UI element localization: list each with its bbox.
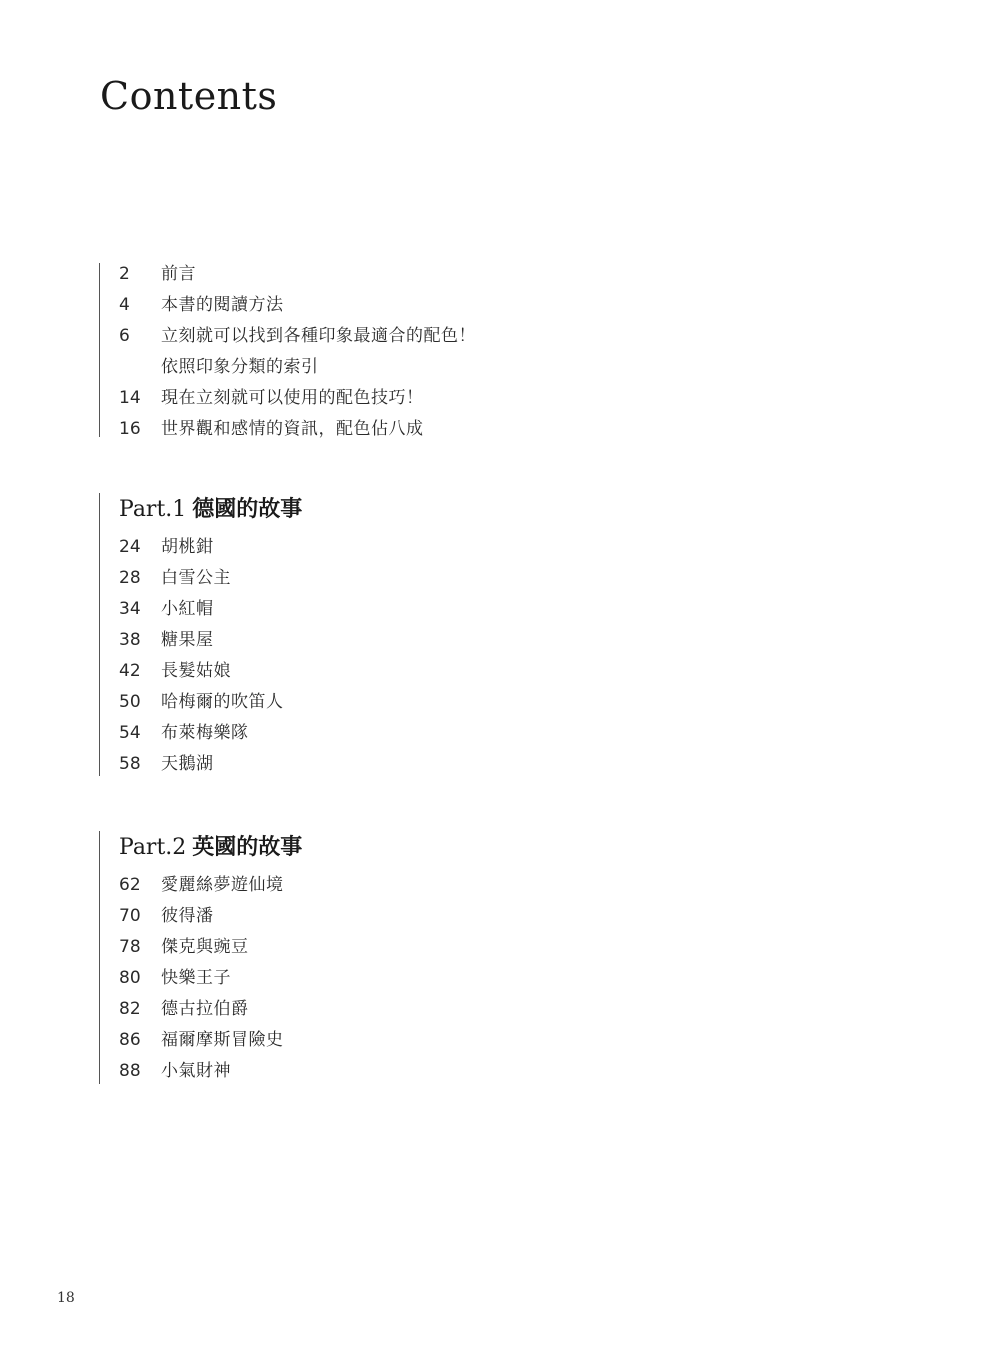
intro-entry-list (100, 263, 700, 449)
toc-entry-title: 長髮姑娘 (161, 661, 231, 681)
toc-page-number: 4 (119, 295, 130, 315)
part1-label: Part.1 (119, 497, 187, 522)
part1-entry-list (100, 536, 700, 784)
toc-entry-title: 彼得潘 (161, 906, 214, 926)
toc-entry[interactable] (100, 629, 700, 660)
part2-heading (100, 831, 700, 861)
toc-page-number: 38 (119, 630, 141, 650)
toc-page-number: 50 (119, 692, 141, 712)
toc-entry-title: 小氣財神 (161, 1061, 231, 1081)
page-title: Contents (100, 74, 278, 118)
toc-entry-title: 前言 (161, 264, 196, 284)
toc-page-number: 58 (119, 754, 141, 774)
toc-page-number: 78 (119, 937, 141, 957)
toc-page-number: 86 (119, 1030, 141, 1050)
toc-entry-title: 白雪公主 (161, 568, 231, 588)
part1-heading-title: 德國的故事 (192, 497, 303, 522)
toc-entry-title: 愛麗絲夢遊仙境 (161, 875, 284, 895)
toc-entry[interactable] (100, 567, 700, 598)
toc-entry[interactable] (100, 998, 700, 1029)
page-number: 18 (57, 1290, 75, 1306)
toc-entry-title: 福爾摩斯冒險史 (161, 1030, 284, 1050)
toc-entry-title: 快樂王子 (161, 968, 231, 988)
toc-entry[interactable] (100, 967, 700, 998)
toc-page-number: 16 (119, 419, 141, 439)
toc-entry-title: 哈梅爾的吹笛人 (161, 692, 284, 712)
toc-page-number: 2 (119, 264, 130, 284)
toc-entry-title-block (161, 321, 700, 383)
toc-page-number: 54 (119, 723, 141, 743)
toc-entry[interactable] (100, 660, 700, 691)
toc-entry[interactable] (100, 598, 700, 629)
toc-entry-title: 小紅帽 (161, 599, 214, 619)
toc-entry[interactable] (100, 325, 700, 387)
toc-entry-title: 糖果屋 (161, 630, 214, 650)
toc-page-number: 6 (119, 326, 130, 346)
part1-heading (100, 493, 700, 523)
toc-entry[interactable] (100, 1060, 700, 1091)
toc-entry[interactable] (100, 263, 700, 294)
toc-entry-title: 傑克與豌豆 (161, 937, 249, 957)
part2-heading-title: 英國的故事 (192, 835, 303, 860)
toc-page-number: 14 (119, 388, 141, 408)
toc-entry-title: 本書的閱讀方法 (161, 295, 284, 315)
toc-page-number: 28 (119, 568, 141, 588)
toc-page-number: 62 (119, 875, 141, 895)
toc-entry[interactable] (100, 722, 700, 753)
part1-section (99, 493, 700, 776)
toc-entry[interactable] (100, 905, 700, 936)
toc-page-number: 34 (119, 599, 141, 619)
part2-label: Part.2 (119, 835, 187, 860)
toc-entry[interactable] (100, 691, 700, 722)
toc-entry-title: 立刻就可以找到各種印象最適合的配色！ (161, 326, 476, 346)
toc-entry[interactable] (100, 418, 700, 449)
toc-entry[interactable] (100, 387, 700, 418)
part2-section (99, 831, 700, 1084)
part2-entry-list (100, 874, 700, 1091)
toc-entry-subtitle: 依照印象分類的索引 (161, 357, 319, 377)
toc-entry[interactable] (100, 1029, 700, 1060)
toc-page-number: 88 (119, 1061, 141, 1081)
intro-section (99, 263, 700, 437)
toc-entry-title: 胡桃鉗 (161, 537, 214, 557)
toc-entry-title: 德古拉伯爵 (161, 999, 249, 1019)
toc-entry[interactable] (100, 874, 700, 905)
toc-entry-title: 布萊梅樂隊 (161, 723, 249, 743)
toc-entry[interactable] (100, 536, 700, 567)
toc-page-number: 70 (119, 906, 141, 926)
toc-page-number: 80 (119, 968, 141, 988)
toc-page-number: 82 (119, 999, 141, 1019)
toc-entry-title: 天鵝湖 (161, 754, 214, 774)
toc-entry[interactable] (100, 936, 700, 967)
toc-entry-title: 世界觀和感情的資訊，配色佔八成 (161, 419, 424, 439)
toc-page-number: 24 (119, 537, 141, 557)
toc-entry-title: 現在立刻就可以使用的配色技巧！ (161, 388, 424, 408)
toc-entry[interactable] (100, 753, 700, 784)
toc-page-number: 42 (119, 661, 141, 681)
